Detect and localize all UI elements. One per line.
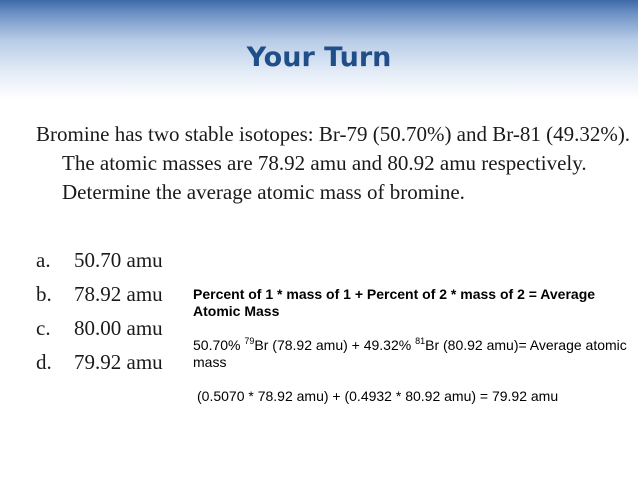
solution-box <box>193 286 633 405</box>
percent-1: 50.70% <box>193 337 241 353</box>
formula-text: Percent of 1 * mass of 1 + Percent of 2 * mass of 2 = Average Atomic Mass <box>193 286 596 319</box>
solution-step-1 <box>193 337 633 371</box>
option-letter: c. <box>36 316 51 340</box>
option-b <box>36 277 163 311</box>
option-text: 79.92 amu <box>74 350 163 374</box>
option-text: 50.70 amu <box>74 248 163 272</box>
solution-step-2: (0.5070 * 78.92 amu) + (0.4932 * 80.92 amu) = 79.92 amu <box>197 388 559 404</box>
mass-number-81: 81 <box>415 336 426 346</box>
question-text: Bromine has two stable isotopes: Br-79 (50.70%) and Br-81 (49.32%). The atomic masses are 78.92 amu and 80.92 amu respectively. Determine the average atomic mass of bromine. <box>36 122 631 204</box>
slide-title: Your Turn <box>246 42 392 73</box>
option-a <box>36 243 163 277</box>
option-text: 78.92 amu <box>74 282 163 306</box>
option-d <box>36 345 163 379</box>
answer-options <box>36 243 163 379</box>
option-text: 80.00 amu <box>74 316 163 340</box>
option-letter: b. <box>36 282 52 306</box>
mass-number-79: 79 <box>244 336 255 346</box>
step1-part2: Br (80.92 amu)= Average atomic mass <box>193 337 627 370</box>
step1-part1: Br (78.92 amu) + 49.32% <box>254 337 412 353</box>
option-letter: d. <box>36 350 52 374</box>
option-letter: a. <box>36 248 51 272</box>
option-c <box>36 311 163 345</box>
